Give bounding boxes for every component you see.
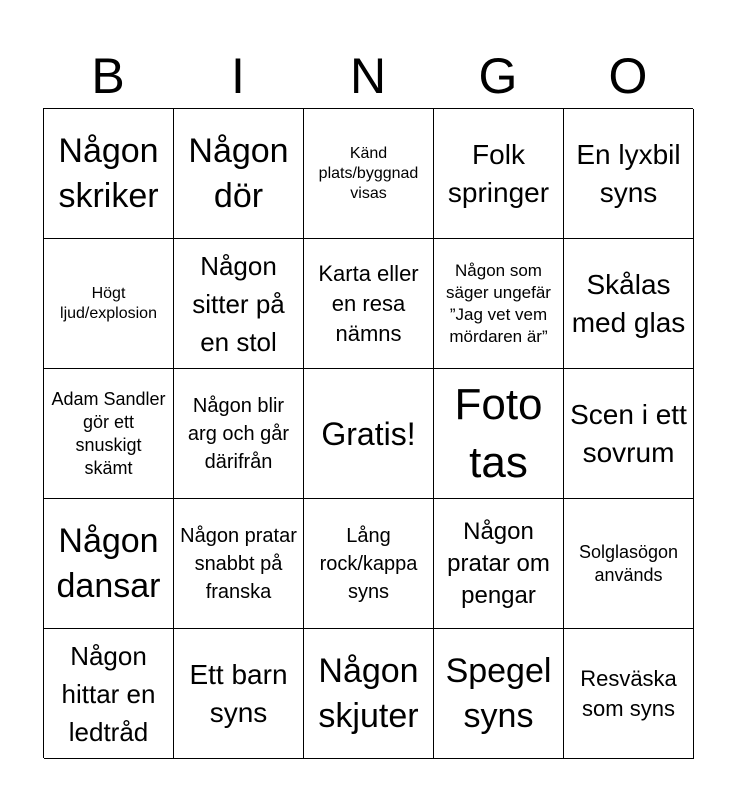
bingo-grid xyxy=(43,108,693,758)
cell-text: Adam Sandler gör ett snuskigt skämt xyxy=(51,388,166,478)
header-letter-n: N xyxy=(349,48,387,104)
bingo-cell[interactable] xyxy=(304,499,434,629)
bingo-cell[interactable] xyxy=(174,369,304,499)
cell-text: Någon skriker xyxy=(58,131,159,215)
bingo-cell[interactable] xyxy=(564,499,694,629)
free-space-cell[interactable] xyxy=(304,369,434,499)
cell-text: Känd plats/byggnad visas xyxy=(318,144,419,202)
cell-text: Någon dör xyxy=(188,131,289,215)
cell-text: Skålas med glas xyxy=(571,268,686,338)
cell-text: Någon hittar en ledtråd xyxy=(61,640,156,747)
header-letter-g: G xyxy=(478,48,518,104)
cell-text: Resväska som syns xyxy=(580,665,677,721)
bingo-cell[interactable] xyxy=(174,499,304,629)
cell-text: Någon som säger ungefär ”Jag vet vem mördaren är” xyxy=(446,260,551,346)
cell-text: Spegel syns xyxy=(445,651,552,735)
cell-text: Högt ljud/explosion xyxy=(60,284,157,322)
bingo-cell[interactable] xyxy=(304,109,434,239)
cell-text: Solglasögon används xyxy=(578,541,679,585)
cell-text: Folk springer xyxy=(447,138,550,208)
bingo-cell[interactable] xyxy=(174,629,304,759)
cell-text: Ett barn syns xyxy=(189,658,288,728)
bingo-cell[interactable] xyxy=(44,499,174,629)
bingo-cell[interactable] xyxy=(174,239,304,369)
cell-text: Scen i ett sovrum xyxy=(570,398,687,468)
bingo-cell[interactable] xyxy=(434,109,564,239)
cell-text: Någon blir arg och går därifrån xyxy=(187,394,290,473)
cell-text: Någon dansar xyxy=(56,521,161,605)
bingo-cell[interactable] xyxy=(174,109,304,239)
header-letter-i: I xyxy=(231,48,245,104)
bingo-cell[interactable] xyxy=(434,239,564,369)
bingo-cell[interactable] xyxy=(44,369,174,499)
bingo-cell[interactable] xyxy=(564,109,694,239)
cell-text: En lyxbil syns xyxy=(576,138,681,208)
bingo-cell[interactable] xyxy=(564,369,694,499)
bingo-cell[interactable] xyxy=(434,499,564,629)
cell-text: Någon pratar snabbt på franska xyxy=(180,524,297,603)
header-letter-o: O xyxy=(608,48,648,104)
bingo-cell[interactable] xyxy=(434,369,564,499)
bingo-header xyxy=(43,44,693,108)
cell-text: Foto tas xyxy=(454,379,543,487)
bingo-cell[interactable] xyxy=(434,629,564,759)
cell-text: Någon pratar om pengar xyxy=(447,517,550,609)
cell-text: Någon skjuter xyxy=(318,651,419,735)
bingo-cell[interactable] xyxy=(564,629,694,759)
header-letter-b: B xyxy=(91,48,125,104)
bingo-cell[interactable] xyxy=(44,239,174,369)
cell-text: Någon sitter på en stol xyxy=(192,250,285,357)
cell-text: Karta eller en resa nämns xyxy=(318,260,419,346)
bingo-cell[interactable] xyxy=(564,239,694,369)
cell-text: Lång rock/kappa syns xyxy=(319,524,418,603)
bingo-cell[interactable] xyxy=(304,629,434,759)
free-space-text: Gratis! xyxy=(321,415,416,452)
bingo-cell[interactable] xyxy=(304,239,434,369)
bingo-cell[interactable] xyxy=(44,109,174,239)
bingo-cell[interactable] xyxy=(44,629,174,759)
